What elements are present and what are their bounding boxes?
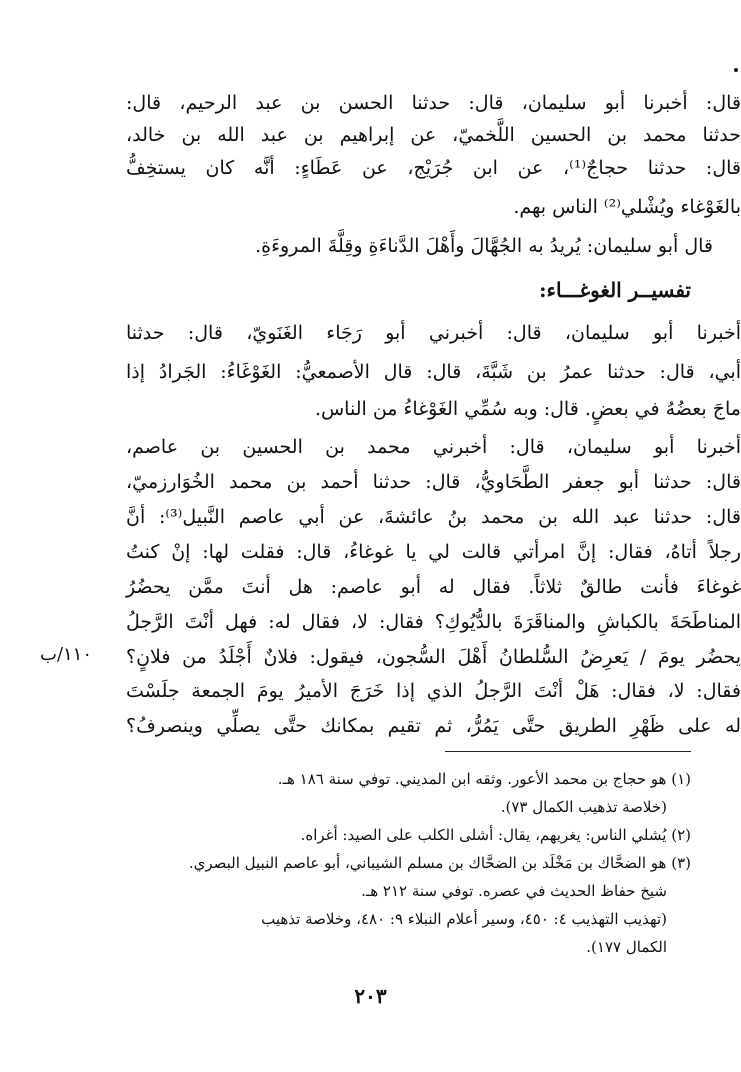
footnote-separator xyxy=(445,751,691,752)
body-line-15: يحضُر يومَ / يَعرِضُ السُّلطانُ أَهْلَ السُّجون، فيقول: فلانٌ أَجْلَدُ من فلانٍ؟ xyxy=(126,646,741,668)
footnote-3-source: (تهذيب التهذيب ٤: ٤٥٠، وسير أعلام النبلاء ٩: ٤٨٠، وخلاصة تذهيب xyxy=(261,910,667,928)
page-number: ٢٠٣ xyxy=(354,984,387,1008)
body-line-13: غوغاءَ فأنت طالقٌ ثلاثاً. فقال له أبو عاصم: هل أنتَ ممَّن يحضُرُ xyxy=(126,576,741,598)
body-line-4: بالغَوْغاء ويُشْلي⁽²⁾ الناس بهم. xyxy=(513,196,741,218)
body-line-7: أبي، قال: حدثنا عمرُ بن شَبَّةَ، قال: قال الأصمعيُّ: الغَوْغَاءُ: الجَرادُ إذا xyxy=(126,361,741,383)
footnote-3: (٣) هو الضحَّاك بن مَخْلَد بن الضحَّاك بن مسلم الشيباني، أبو عاصم النبيل البصري. xyxy=(188,854,691,872)
body-line-9: أخبرنا أبو سليمان، قال: أخبرني محمد بن الحسين بن عاصم، xyxy=(126,436,741,458)
body-line-17: له على ظَهْرِ الطريق حتَّى يَمُرُّ، ثم تقيم بمكانك حتَّى يصلِّي وينصرفُ؟ xyxy=(126,715,741,737)
footnote-3-source-cont: الكمال ١٧٧). xyxy=(586,938,667,956)
body-line-2: حدثنا محمد بن الحسين اللَّخميّ، عن إبراهيم بن عبد الله بن خالد، xyxy=(126,124,741,146)
footnote-2: (٢) يُشلي الناس: يغريهم، يقال: أشلى الكلب على الصيد: أغراه. xyxy=(300,826,691,844)
body-line-6: أخبرنا أبو سليمان، قال: أخبرني أبو رَجَاء الغَنَويّ، قال: حدثنا xyxy=(126,322,741,344)
body-line-11: قال: حدثنا عبد الله بن محمد بنُ عائشةَ، عن أبي عاصم النَّبيل⁽³⁾: أنَّ xyxy=(126,506,741,528)
body-line-8: ماجَ بعضُهُ في بعضٍ. قال: وبه سُمِّي الغَوْغاءُ من الناس. xyxy=(314,398,741,420)
footnote-1: (١) هو حجاج بن محمد الأعور. وثقه ابن المديني. توفي سنة ١٨٦ هـ. xyxy=(277,770,691,788)
margin-folio-note: ١١٠/ب xyxy=(40,644,93,665)
body-line-3: قال: حدثنا حجاجٌ⁽¹⁾، عن ابن جُرَيْج، عن عَطَاءٍ: أنَّه كان يستخِفُّ xyxy=(126,157,741,179)
section-heading: تفسيــر الغوغـــاء: xyxy=(539,278,691,302)
body-line-14: المناطَحَةَ بالكباشِ والمناقَرَةَ بالدُّيُوكِ؟ فقال: لا، فقال له: فهل أنْتَ الرَّجلُ xyxy=(126,611,741,633)
footnote-1-source: (خلاصة تذهيب الكمال ٧٣). xyxy=(500,798,667,816)
body-line-10: قال: حدثنا أبو جعفر الطَّحَاويُّ، قال: حدثنا أحمد بن محمد الخُوَارزميّ، xyxy=(126,471,741,493)
body-line-16: فقال: لا، فقال: هَلْ أنْتَ الرَّجلُ الذي إذا خَرَجَ الأميرُ يومَ الجمعة جلَسْتَ xyxy=(126,680,741,702)
edge-mark xyxy=(734,68,738,72)
body-line-1: قال: أخبرنا أبو سليمان، قال: حدثنا الحسن بن عبد الرحيم، قال: xyxy=(126,92,741,114)
body-line-5: قال أبو سليمان: يُريدُ به الجُهَّالَ وأَهْلَ الدَّناءَةِ وقِلَّةَ المروءَةِ. xyxy=(255,235,713,257)
body-line-12: رجلاً أتاهُ، فقال: إنَّ امرأتي قالت لي يا غوغاءُ، قال: فقلت لها: إنْ كنتُ xyxy=(126,541,741,563)
footnote-3-detail: شيخ حفاظ الحديث في عصره. توفي سنة ٢١٢ هـ. xyxy=(361,882,667,900)
